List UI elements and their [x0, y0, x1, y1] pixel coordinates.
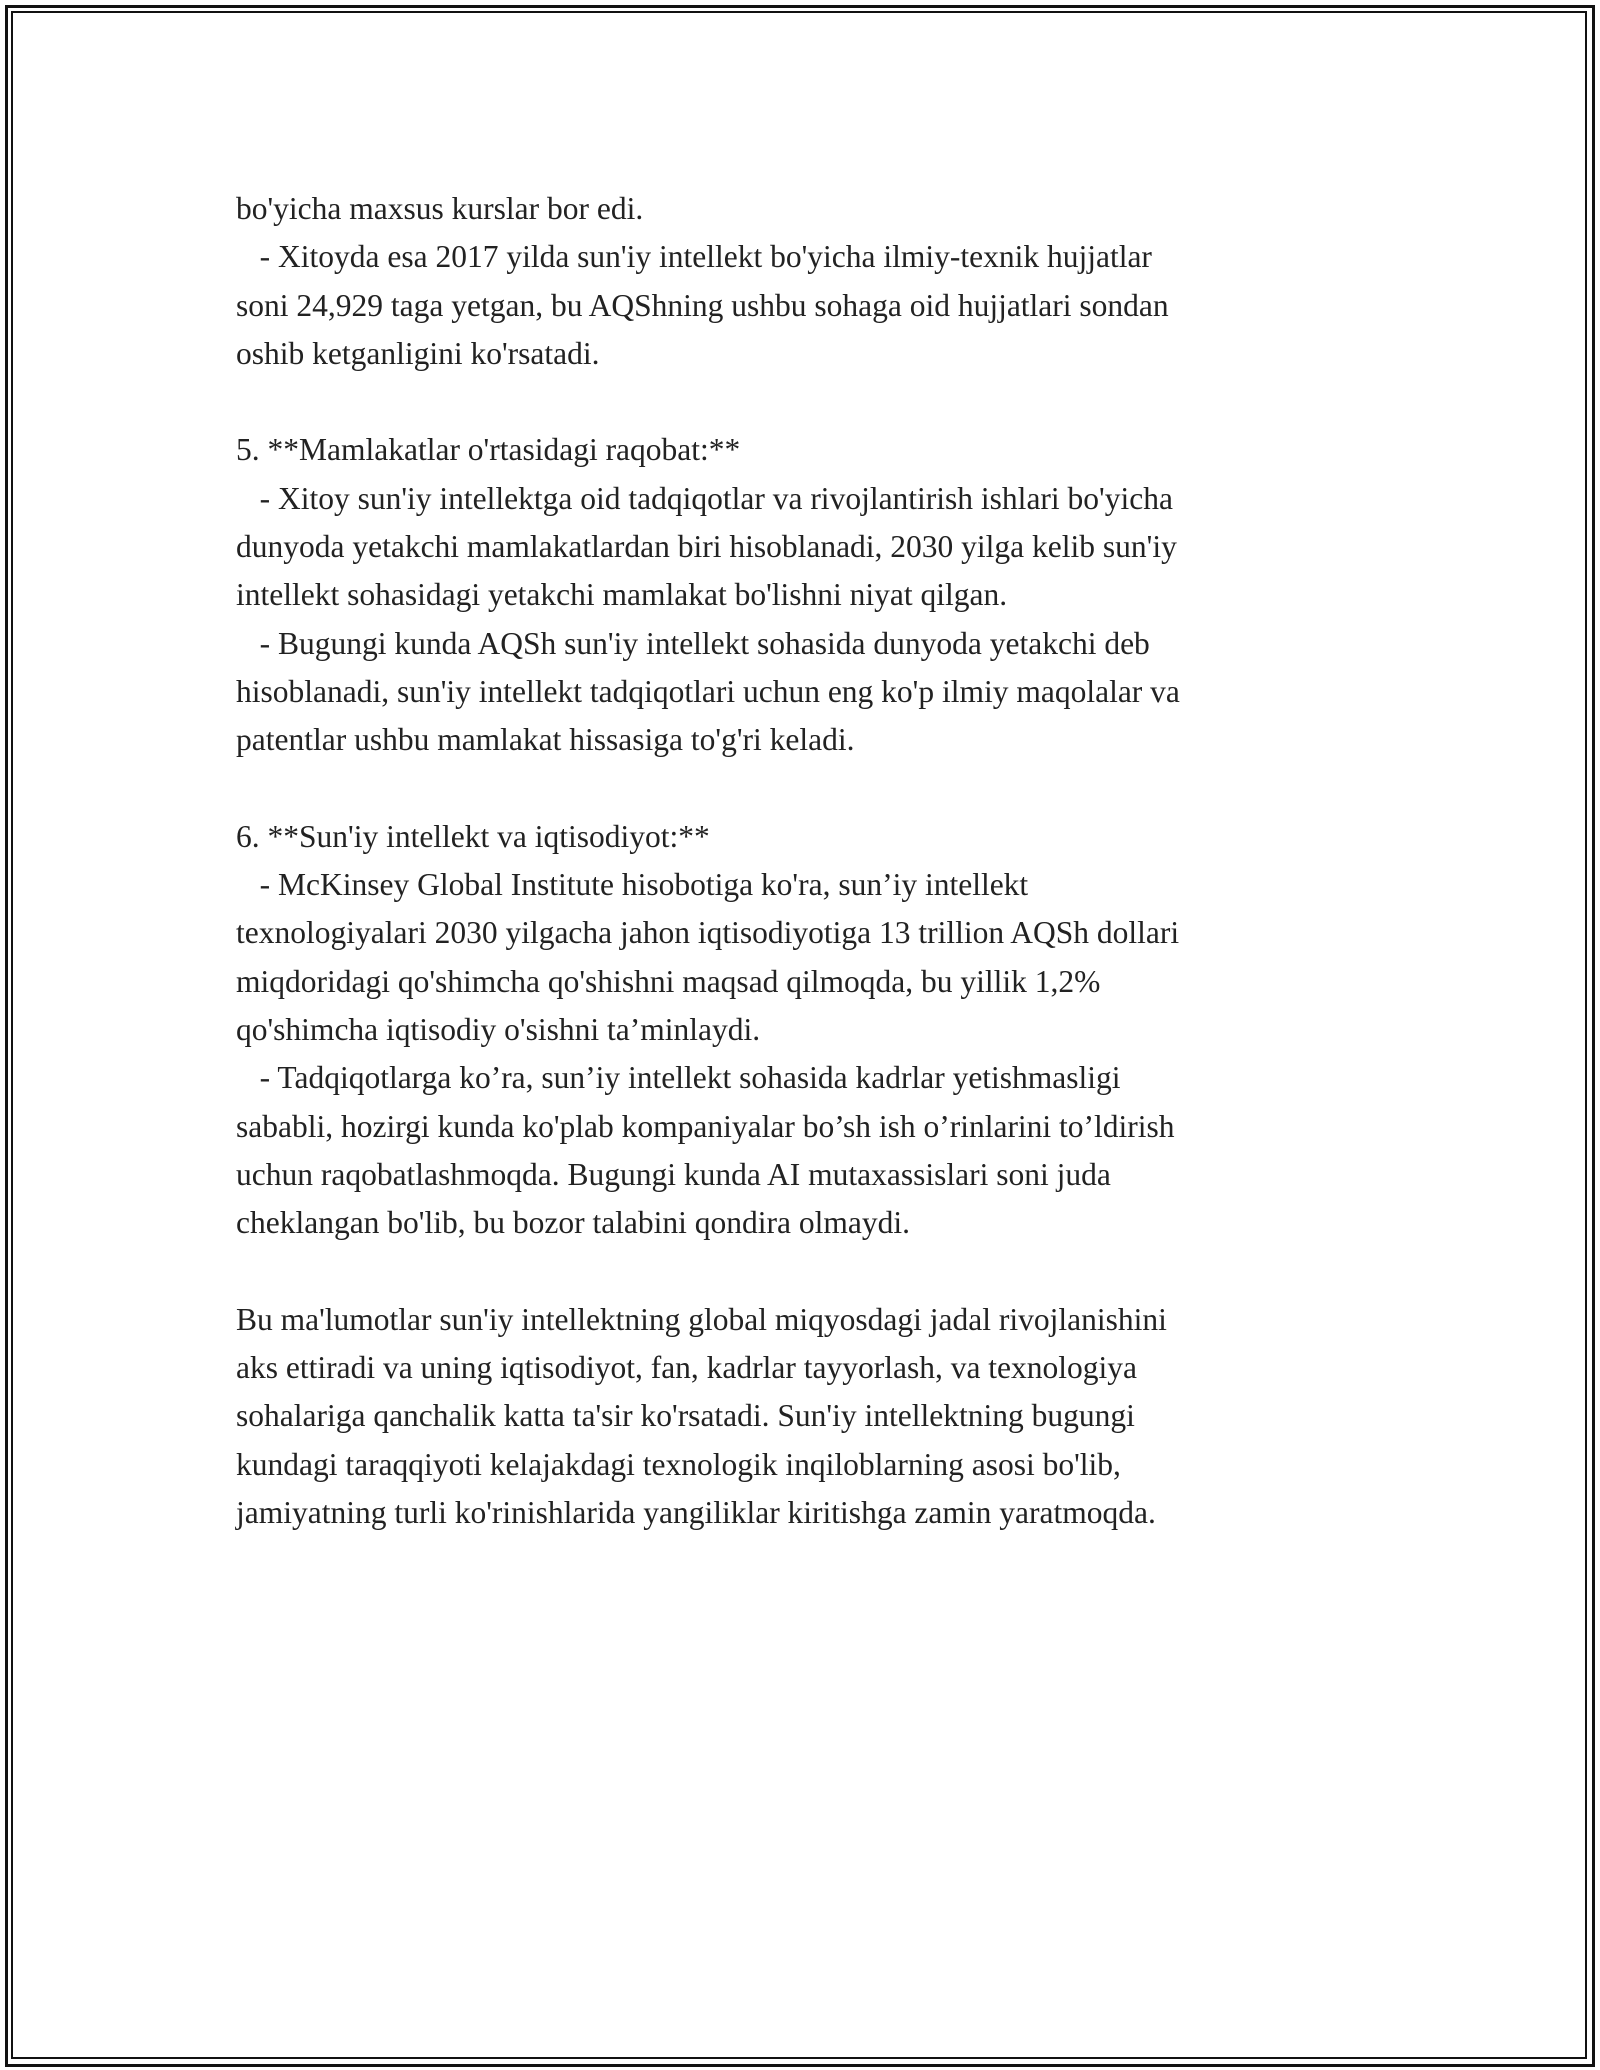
text-line: texnologiyalari 2030 yilgacha jahon iqtisodiyotiga 13 trillion AQSh dollari [236, 915, 1180, 951]
text-line: cheklangan bo'lib, bu bozor talabini qondira olmaydi. [236, 1205, 911, 1241]
text-line: oshib ketganligini ko'rsatadi. [236, 335, 600, 371]
text-line: Bu ma'lumotlar sun'iy intellektning global miqyosdagi jadal rivojlanishini [236, 1301, 1167, 1337]
text-line: uchun raqobatlashmoqda. Bugungi kunda AI mutaxassislari soni juda [236, 1156, 1111, 1192]
text-line: - Xitoyda esa 2017 yilda sun'iy intellekt bo'yicha ilmiy-texnik hujjatlar [236, 239, 1152, 275]
section-heading: 5. **Mamlakatlar o'rtasidagi raqobat:** [236, 432, 741, 468]
conclusion-paragraph [236, 1296, 1376, 1537]
section-6 [236, 813, 1376, 1248]
paragraph-gap [236, 378, 1376, 426]
text-line: aks ettiradi va uning iqtisodiyot, fan, kadrlar tayyorlash, va texnologiya [236, 1350, 1138, 1386]
text-line: - Bugungi kunda AQSh sun'iy intellekt sohasida dunyoda yetakchi deb [236, 625, 1150, 661]
text-line: intellekt sohasidagi yetakchi mamlakat bo'lishni niyat qilgan. [236, 577, 1008, 613]
text-line: hisoblanadi, sun'iy intellekt tadqiqotlari uchun eng ko'p ilmiy maqolalar va [236, 673, 1180, 709]
text-line: patentlar ushbu mamlakat hissasiga to'g'ri keladi. [236, 722, 855, 758]
text-line: jamiyatning turli ko'rinishlarida yangiliklar kiritishga zamin yaratmoqda. [236, 1495, 1156, 1531]
section-heading: 6. **Sun'iy intellekt va iqtisodiyot:** [236, 818, 710, 854]
text-line: miqdoridagi qo'shimcha qo'shishni maqsad qilmoqda, bu yillik 1,2% [236, 963, 1101, 999]
text-line: sababli, hozirgi kunda ko'plab kompaniyalar bo’sh ish o’rinlarini to’ldirish [236, 1108, 1175, 1144]
text-line: qo'shimcha iqtisodiy o'sishni ta’minlaydi. [236, 1012, 761, 1048]
text-line: - Xitoy sun'iy intellektga oid tadqiqotlar va rivojlantirish ishlari bo'yicha [236, 480, 1173, 516]
intro-paragraph [236, 185, 1376, 378]
paragraph-gap [236, 765, 1376, 813]
text-line: soni 24,929 taga yetgan, bu AQShning ushbu sohaga oid hujjatlari sondan [236, 287, 1169, 323]
section-5 [236, 426, 1376, 764]
document-body [236, 185, 1376, 1537]
text-line: sohalariga qanchalik katta ta'sir ko'rsatadi. Sun'iy intellektning bugungi [236, 1398, 1135, 1434]
text-line: dunyoda yetakchi mamlakatlardan biri hisoblanadi, 2030 yilga kelib sun'iy [236, 529, 1177, 565]
text-line: - McKinsey Global Institute hisobotiga ko'ra, sun’iy intellekt [236, 867, 1029, 903]
text-line: bo'yicha maxsus kurslar bor edi. [236, 191, 644, 226]
text-line: kundagi taraqqiyoti kelajakdagi texnologik inqiloblarning asosi bo'lib, [236, 1446, 1121, 1482]
paragraph-gap [236, 1248, 1376, 1296]
text-line: - Tadqiqotlarga ko’ra, sun’iy intellekt sohasida kadrlar yetishmasligi [236, 1060, 1121, 1096]
